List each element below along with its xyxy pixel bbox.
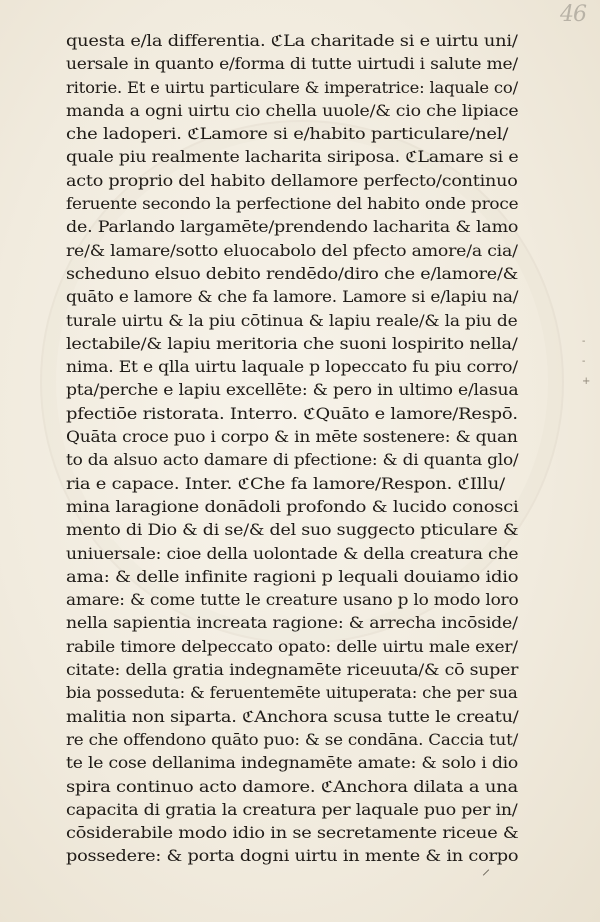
text-line: manda a ogni uirtu cio chella uuole/& cio che lipiace	[66, 101, 519, 120]
text-line: malitia non siparta. ℭAnchora scusa tutte le creatu/	[66, 707, 519, 726]
text-line: bia posseduta: & feruentemēte uituperata: che per sua	[66, 684, 518, 703]
text-line: rabile timore delpeccato opato: delle uirtu male exer/	[66, 637, 518, 656]
text-line: quāto e lamore & che fa lamore. Lamore si e/lapiu na/	[66, 288, 519, 307]
text-line: re/& lamare/sotto eluocabolo del pfecto amore/a cia/	[66, 241, 518, 260]
text-line: turale uirtu & la piu cōtinua & lapiu reale/& la piu de	[66, 311, 518, 330]
text-line: pta/perche e lapiu excellēte: & pero in ultimo e/lasua	[66, 381, 519, 400]
text-line: amare: & come tutte le creature usano p lo modo loro	[66, 591, 519, 610]
text-line: te le cose dellanima indegnamēte amate: & solo i dio	[66, 754, 519, 773]
text-line: Quāta croce puo i corpo & in mēte sostenere: & quan	[66, 428, 518, 447]
margin-tick	[483, 869, 489, 875]
text-line: quale piu realmente lacharita siriposa. ℭLamare si e	[66, 148, 519, 167]
text-line: spira continuo acto damore. ℭAnchora dilata a una	[66, 777, 518, 796]
margin-mark: -	[582, 336, 586, 347]
text-line: feruente secondo la perfectione del habito onde proce	[66, 195, 519, 214]
text-line: lectabile/& lapiu meritoria che suoni lospirito nella/	[66, 334, 518, 353]
text-line: capacita di gratia la creatura per laquale puo per in/	[66, 800, 518, 819]
text-line: ama: & delle infinite ragioni p lequali douiamo idio	[66, 567, 519, 586]
text-line: che ladoperi. ℭLamore si e/habito particulare/nel/	[66, 125, 509, 144]
text-line: cōsiderabile modo idio in se secretamente riceue &	[66, 824, 519, 843]
folio-number: 46	[560, 2, 586, 27]
text-line: acto proprio del habito dellamore perfecto/continuo	[66, 171, 518, 190]
text-line: uersale in quanto e/forma di tutte uirtudi i salute me/	[66, 55, 518, 74]
text-line: citate: della gratia indegnamēte riceuuta/& cō super	[66, 661, 519, 680]
text-line: nella sapientia increata ragione: & arrecha incōside/	[66, 614, 518, 633]
text-line: ria e capace. Inter. ℭChe fa lamore/Respon. ℭIllu/	[66, 474, 505, 493]
text-line: possedere: & porta dogni uirtu in mente & in corpo	[66, 847, 519, 866]
text-line: pfectiōe ristorata. Interro. ℭQuāto e lamore/Respō.	[66, 404, 518, 423]
text-line: nima. Et e qlla uirtu laquale p lopeccato fu piu corro/	[66, 358, 518, 377]
text-line: questa e/la differentia. ℭLa charitade si e uirtu uni/	[66, 32, 518, 50]
text-line: mina laragione donādoli profondo & lucido conosci	[66, 497, 519, 516]
text-block	[66, 30, 518, 869]
text-line: to da alsuo acto damare di pfectione: & di quanta glo/	[66, 451, 519, 470]
text-line: mento di Dio & di se/& del suo suggecto pticulare &	[66, 521, 519, 540]
text-line: uniuersale: cioe della uolontade & della creatura che	[66, 544, 519, 563]
text-line: re che offendono quāto puo: & se condāna. Caccia tut/	[66, 730, 519, 749]
text-line: ritorie. Et e uirtu particulare & imperatrice: laquale co/	[66, 78, 518, 97]
margin-mark: -	[582, 356, 586, 367]
text-line: scheduno elsuo debito rendēdo/diro che e/lamore/&	[66, 264, 519, 283]
text-line: de. Parlando largamēte/prendendo lacharita & lamo	[66, 218, 519, 237]
margin-mark: +	[582, 376, 591, 387]
